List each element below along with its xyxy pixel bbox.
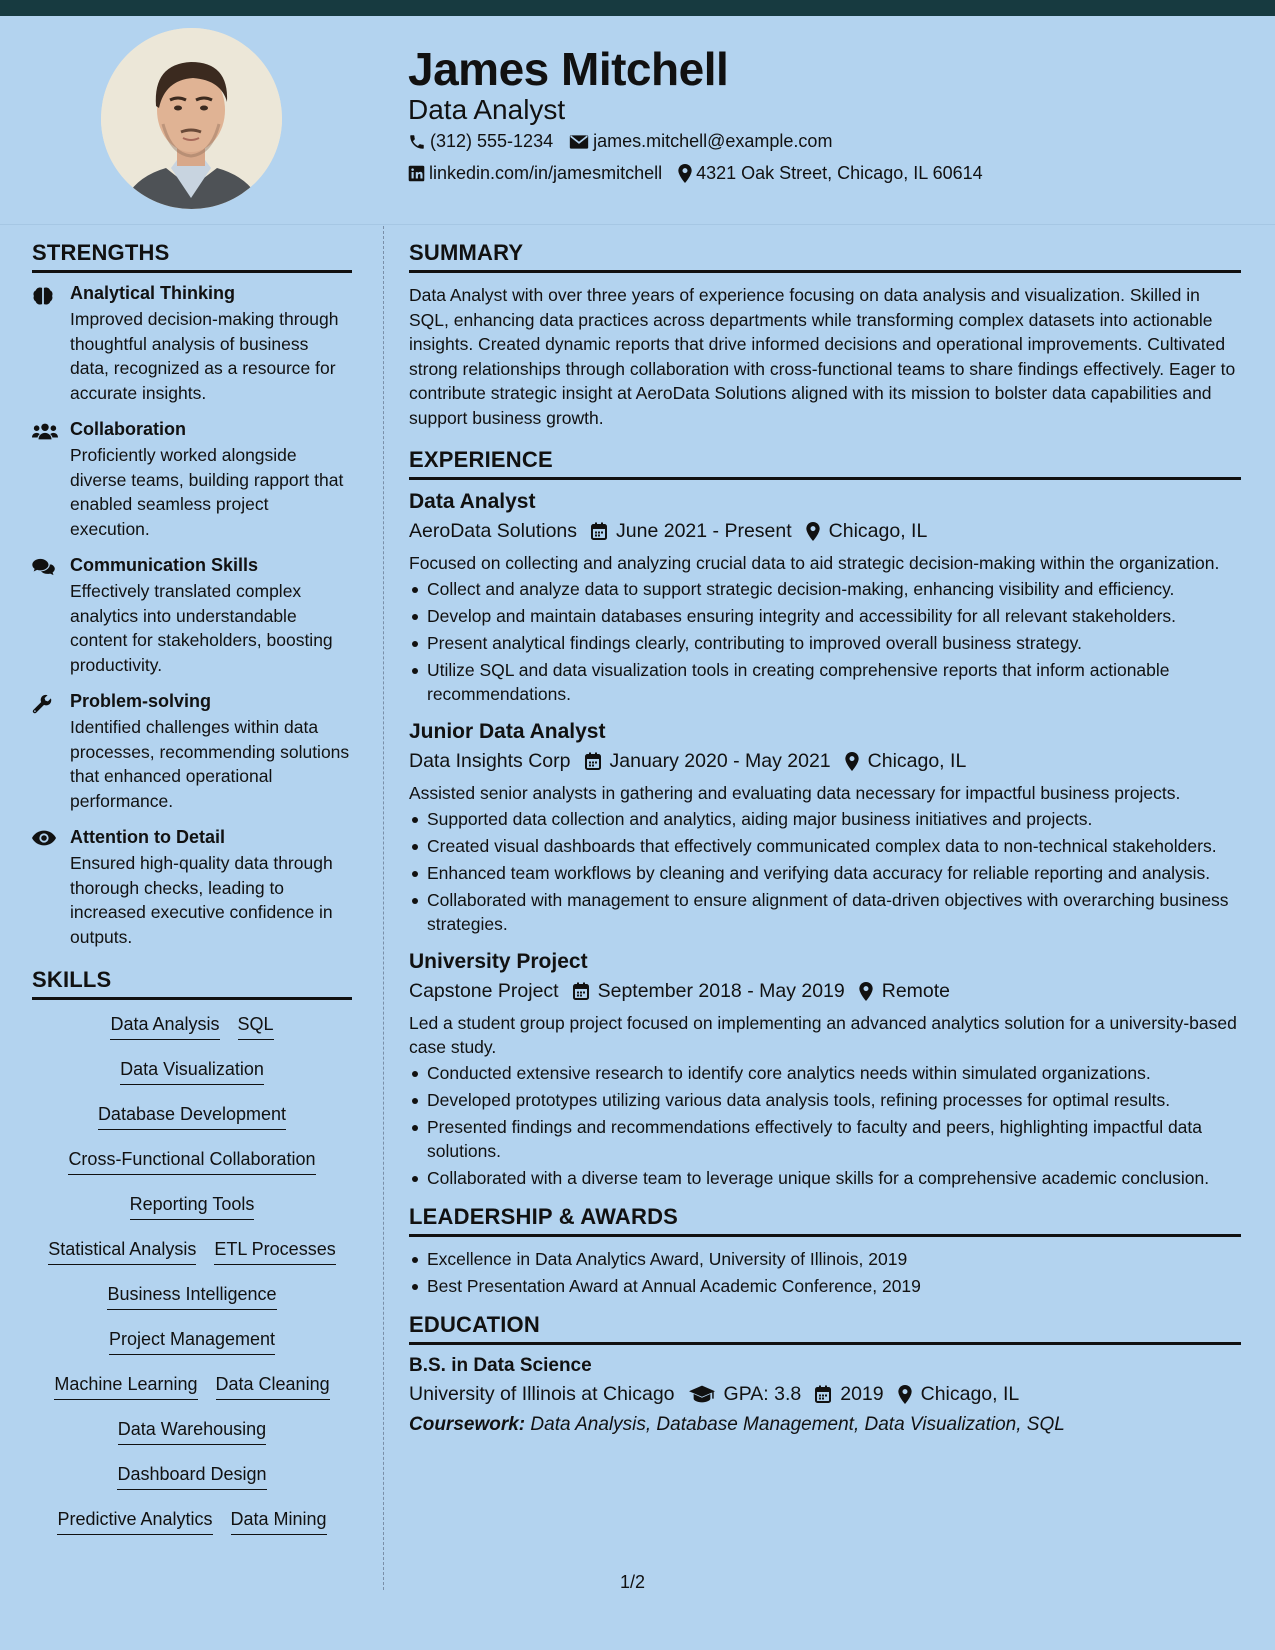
skill-tag: Data Visualization	[120, 1059, 264, 1085]
phone-contact[interactable]	[408, 131, 553, 152]
job-entry	[409, 950, 1241, 1190]
brain-icon	[32, 286, 54, 306]
map-marker-icon	[806, 522, 820, 541]
awards-list	[409, 1247, 1241, 1298]
eye-icon	[32, 830, 56, 846]
job-bullets	[409, 1061, 1241, 1190]
calendar-icon	[815, 1385, 831, 1403]
skills-list	[32, 1014, 352, 1554]
linkedin-contact[interactable]	[408, 163, 662, 184]
job-dates: September 2018 - May 2019	[597, 979, 845, 1002]
job-meta	[409, 750, 1241, 773]
skill-tag: Reporting Tools	[130, 1194, 255, 1220]
list-item: Best Presentation Award at Annual Academic Conference, 2019	[409, 1274, 1241, 1298]
skill-tag: ETL Processes	[214, 1239, 335, 1265]
envelope-icon	[569, 134, 589, 150]
strength-item	[32, 555, 352, 677]
skill-tag: Cross-Functional Collaboration	[68, 1149, 315, 1175]
calendar-icon	[573, 982, 589, 1000]
skill-row	[32, 1059, 352, 1104]
list-item: Present analytical findings clearly, contributing to improved overall business strategy.	[409, 631, 1241, 655]
skill-row	[32, 1014, 352, 1059]
skill-row	[32, 1509, 352, 1554]
list-item: Conducted extensive research to identify core analytics needs within simulated organizations.	[409, 1061, 1241, 1085]
strengths-heading: STRENGTHS	[32, 240, 352, 273]
skill-tag: Statistical Analysis	[48, 1239, 196, 1265]
address-text: 4321 Oak Street, Chicago, IL 60614	[696, 163, 983, 183]
job-meta	[409, 520, 1241, 543]
list-item: Utilize SQL and data visualization tools in creating comprehensive reports that inform actionable recommendations.	[409, 658, 1241, 706]
list-item: Presented findings and recommendations effectively to faculty and peers, highlighting impactful data solutions.	[409, 1115, 1241, 1163]
strength-desc: Proficiently worked alongside diverse teams, building rapport that enabled seamless project execution.	[70, 445, 344, 539]
education-location: Chicago, IL	[920, 1382, 1020, 1405]
skill-row	[32, 1104, 352, 1149]
skill-tag: Data Warehousing	[118, 1419, 266, 1445]
job-entry	[409, 720, 1241, 936]
header-divider	[0, 224, 1275, 225]
job-title: Data Analyst	[409, 489, 536, 513]
education-gpa: GPA: 3.8	[723, 1382, 802, 1405]
coursework	[409, 1414, 1241, 1436]
list-item: Collaborated with management to ensure alignment of data-driven objectives with overarching business strategies.	[409, 888, 1241, 936]
job-description: Led a student group project focused on implementing an advanced analytics solution for a university-based case study.	[409, 1012, 1237, 1057]
skill-tag: Dashboard Design	[117, 1464, 266, 1490]
skill-row	[32, 1419, 352, 1464]
linkedin-text: linkedin.com/in/jamesmitchell	[429, 163, 663, 183]
profile-photo	[101, 28, 282, 209]
top-bar	[0, 0, 1275, 16]
map-marker-icon	[898, 1385, 912, 1404]
users-icon	[32, 422, 58, 440]
experience-heading: EXPERIENCE	[409, 447, 1241, 480]
skill-tag: SQL	[238, 1014, 274, 1040]
job-company: AeroData Solutions	[409, 519, 578, 542]
awards-heading: LEADERSHIP & AWARDS	[409, 1204, 1241, 1237]
map-marker-icon	[845, 752, 859, 771]
email-text: james.mitchell@example.com	[593, 131, 833, 151]
skill-row	[32, 1239, 352, 1284]
education-school: University of Illinois at Chicago	[409, 1382, 675, 1405]
job-bullets	[409, 577, 1241, 706]
list-item: Excellence in Data Analytics Award, University of Illinois, 2019	[409, 1247, 1241, 1271]
contact-row-2	[408, 163, 999, 184]
phone-icon	[408, 133, 426, 151]
job-description: Focused on collecting and analyzing crucial data to aid strategic decision-making within the organization.	[409, 552, 1220, 573]
calendar-icon	[591, 522, 607, 540]
strength-desc: Effectively translated complex analytics into understandable content for stakeholders, boosting productivity.	[70, 581, 333, 675]
list-item: Collaborated with a diverse team to leverage unique skills for a comprehensive academic conclusion.	[409, 1166, 1241, 1190]
phone-text: (312) 555-1234	[430, 131, 554, 151]
contact-row-1	[408, 131, 848, 152]
strength-desc: Identified challenges within data processes, recommending solutions that enhanced operational performance.	[70, 717, 350, 811]
skill-row	[32, 1149, 352, 1194]
job-title: University Project	[409, 949, 588, 973]
strength-title: Analytical Thinking	[70, 283, 236, 303]
address-contact	[678, 163, 983, 184]
job-company: Capstone Project	[409, 979, 559, 1002]
list-item: Collect and analyze data to support strategic decision-making, enhancing visibility and efficiency.	[409, 577, 1241, 601]
list-item: Develop and maintain databases ensuring integrity and accessibility for all relevant stakeholders.	[409, 604, 1241, 628]
strength-title: Problem-solving	[70, 691, 212, 711]
list-item: Supported data collection and analytics, aiding major business initiatives and projects.	[409, 807, 1241, 831]
skill-row	[32, 1374, 352, 1419]
comments-icon	[32, 558, 56, 576]
skill-tag: Data Mining	[231, 1509, 327, 1535]
list-item: Developed prototypes utilizing various data analysis tools, refining processes for optimal results.	[409, 1088, 1241, 1112]
skill-tag: Database Development	[98, 1104, 286, 1130]
strength-item	[32, 691, 352, 813]
education-year: 2019	[840, 1382, 884, 1405]
job-company: Data Insights Corp	[409, 749, 571, 772]
right-column	[409, 240, 1241, 1436]
job-bullets	[409, 807, 1241, 936]
skill-tag: Business Intelligence	[107, 1284, 276, 1310]
job-dates: June 2021 - Present	[616, 519, 792, 542]
skill-tag: Project Management	[109, 1329, 275, 1355]
job-location: Chicago, IL	[828, 519, 928, 542]
skill-row	[32, 1194, 352, 1239]
strength-title: Attention to Detail	[70, 827, 225, 847]
email-contact[interactable]	[569, 131, 832, 152]
candidate-title: Data Analyst	[408, 94, 566, 125]
job-title: Junior Data Analyst	[409, 719, 606, 743]
left-column	[32, 240, 352, 1554]
job-location: Chicago, IL	[867, 749, 967, 772]
column-divider	[383, 226, 384, 1590]
job-location: Remote	[881, 979, 951, 1002]
strength-title: Collaboration	[70, 419, 186, 439]
summary-heading: SUMMARY	[409, 240, 1241, 273]
skill-row	[32, 1284, 352, 1329]
job-entry	[409, 490, 1241, 706]
skill-row	[32, 1464, 352, 1509]
job-description: Assisted senior analysts in gathering and evaluating data necessary for impactful business projects.	[409, 782, 1181, 803]
skill-tag: Data Cleaning	[216, 1374, 330, 1400]
education-heading: EDUCATION	[409, 1312, 1241, 1345]
skill-row	[32, 1329, 352, 1374]
coursework-text: Data Analysis, Database Management, Data Visualization, SQL	[525, 1413, 1065, 1435]
candidate-name: James Mitchell	[408, 43, 729, 95]
list-item: Enhanced team workflows by cleaning and verifying data accuracy for reliable reporting and analysis.	[409, 861, 1241, 885]
job-dates: January 2020 - May 2021	[609, 749, 831, 772]
map-marker-icon	[678, 164, 692, 183]
calendar-icon	[585, 752, 601, 770]
wrench-icon	[32, 694, 52, 714]
summary-text: Data Analyst with over three years of experience focusing on data analysis and visualization. Skilled in SQL, enhancing data practices across departments while transforming complex datasets into actionable insights. Created dynamic reports that drive informed decisions and operational improvements. Cultivated strong relationships through collaboration with cross-functional teams to share findings effectively. Eager to contribute strategic insight at AeroData Solutions aligned with its mission to bolster data capabilities and support business growth.	[409, 285, 1236, 428]
education-meta	[409, 1383, 1241, 1406]
map-marker-icon	[859, 982, 873, 1001]
linkedin-icon	[408, 165, 425, 182]
strength-item	[32, 419, 352, 541]
education-degree: B.S. in Data Science	[409, 1354, 592, 1376]
skill-tag: Predictive Analytics	[57, 1509, 212, 1535]
skill-tag: Machine Learning	[54, 1374, 197, 1400]
graduation-cap-icon	[689, 1385, 715, 1403]
job-meta	[409, 980, 1241, 1003]
strength-desc: Ensured high-quality data through thorough checks, leading to increased executive confidence in outputs.	[70, 853, 333, 947]
list-item: Created visual dashboards that effectively communicated complex data to non-technical stakeholders.	[409, 834, 1241, 858]
skills-heading: SKILLS	[32, 967, 352, 1000]
coursework-label: Coursework:	[409, 1413, 526, 1435]
strength-desc: Improved decision-making through thoughtful analysis of business data, recognized as a resource for accurate insights.	[70, 309, 339, 403]
skill-tag: Data Analysis	[110, 1014, 219, 1040]
strength-item	[32, 283, 352, 405]
strength-title: Communication Skills	[70, 555, 259, 575]
page-number: 1/2	[620, 1572, 646, 1592]
strength-item	[32, 827, 352, 949]
